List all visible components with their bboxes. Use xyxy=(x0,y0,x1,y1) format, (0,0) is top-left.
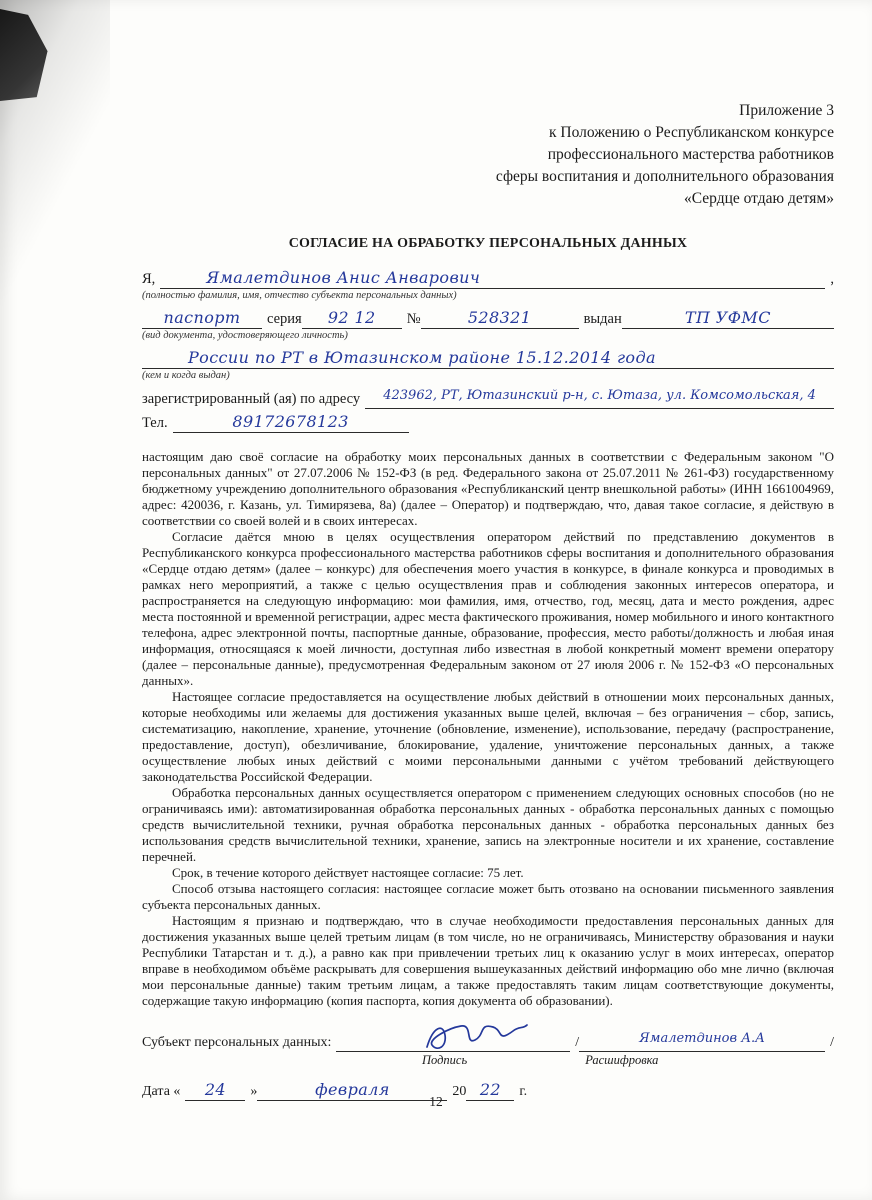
signature-caption: Подпись xyxy=(422,1053,468,1067)
header-line: сферы воспитания и дополнительного образования xyxy=(495,168,834,185)
signature-field xyxy=(336,1027,570,1052)
body-paragraph: настоящим даю своё согласие на обработку моих персональных данных в соответствии с Федеральным законом "О персональных данных" от 27.07.2006 № 152-ФЗ (в ред. Федерального закона от 25.07.2011 № 261-ФЗ) государственному бюджетному учреждению дополнительного образования «Республиканский центр внешкольной работы» (ИНН 1661004969, адрес: 420036, г. Казань, ул. Тимирязева, 8а) (далее – Оператор) и подтверждаю, что, давая такое согласие, я действую в соответствии со своей волей и в своих интересах. xyxy=(142,449,834,528)
body-paragraph: Согласие даётся мною в целях осуществления оператором действий по представлению документов в Республиканского конкурса профессионального мастерства работников сферы воспитания и дополнительного образования «Сердце отдаю детям» (далее – конкурс) для обеспечения моего участия в конкурсе, в финале конкурса и проводимых в рамках него мероприятий, а также с целью осуществления прав и соблюдения законных интересов оператора, и распространяется на следующую информацию: мои фамилия, имя, отчество, год, месяц, дата и место рождения, адрес места постоянной и временной регистрации, адрес места фактического проживания, номер мобильного и иного контактного телефона, адрес электронной почты, паспортные данные, образование, профессия, место работы/должность и любая иная информация, относящаяся к моей личности, доступная либо известная в любой конкретный момент времени оператору (далее – персональные данные), предусмотренная Федеральным законом от 27 июля 2006 г. № 152-ФЗ «О персональных данных». xyxy=(142,529,834,688)
issued-field: ТП УФМС xyxy=(622,308,834,329)
registered-label: зарегистрированный (ая) по адресу xyxy=(142,391,361,407)
document-content xyxy=(142,100,834,1101)
document-type-field: паспорт xyxy=(142,308,262,329)
date-year-prefix: 20 xyxy=(452,1084,467,1099)
signature-row xyxy=(142,1027,834,1052)
date-year-field: 22 xyxy=(466,1080,514,1101)
appendix-header xyxy=(142,100,834,210)
series-field: 92 12 xyxy=(302,308,402,329)
passport-row xyxy=(142,308,834,329)
date-close-quote: » xyxy=(250,1084,258,1099)
trailing-comma: , xyxy=(830,271,834,287)
passport-number-field: 528321 xyxy=(421,308,579,329)
subject-label: Субъект персональных данных: xyxy=(142,1035,332,1050)
issued-label: выдан xyxy=(583,311,622,327)
header-line: «Сердце отдаю детям» xyxy=(684,190,834,207)
document-type-caption: (вид документа, удостоверяющего личность) xyxy=(142,330,348,341)
signature-scribble-icon xyxy=(421,1019,531,1055)
body-paragraph: Настоящим я признаю и подтверждаю, что в случае необходимости предоставления персональных данных для достижения указанных выше целей третьим лицам (в том числе, но не ограничиваясь, Министерству образования и науки Республики Татарстан и т. д.), а равно как при привлечении третьих лиц к оказанию услуг в моих интересах, оператор вправе в необходимом объёме раскрывать для совершения вышеуказанных действий информацию обо мне лично (включая мои персональные данные) таким третьим лицам, а также предоставлять таким лицам соответствующие документы, содержащие такую информацию (копия паспорта, копия документа об образовании). xyxy=(142,913,834,1008)
header-line: к Положению о Республиканском конкурсе xyxy=(548,124,834,141)
page-number: 12 xyxy=(429,1094,443,1109)
header-line: профессионального мастерства работников xyxy=(547,146,834,163)
date-month-field: февраля xyxy=(257,1080,447,1101)
issued-by-field: России по РТ в Ютазинском районе 15.12.2014 года xyxy=(142,348,834,369)
body-paragraph: Настоящее согласие предоставляется на осуществление любых действий в отношении моих персональных данных, которые необходимы или желаемы для достижения указанных выше целей, включая – без ограничения – сбор, запись, систематизацию, накопление, хранение, уточнение (обновление, изменение), использование, передачу (распространение, предоставление, доступ), обезличивание, блокирование, удаление, уничтожение персональных данных, а также осуществление любых иных действий с моими персональными данными с учётом требований действующего законодательства Российской Федерации. xyxy=(142,689,834,784)
document-title: СОГЛАСИЕ НА ОБРАБОТКУ ПЕРСОНАЛЬНЫХ ДАННЫХ xyxy=(288,236,688,251)
scan-corner-artifact xyxy=(0,6,54,104)
name-caption: Расшифровка xyxy=(585,1053,659,1067)
issued-by-row xyxy=(142,348,834,369)
consent-body xyxy=(142,449,834,1009)
slash-separator: / xyxy=(830,1035,834,1050)
phone-row xyxy=(142,412,834,433)
i-label: Я, xyxy=(142,271,156,287)
full-name-row xyxy=(142,268,834,289)
date-g-label: г. xyxy=(519,1084,528,1099)
personal-data-form xyxy=(142,268,834,433)
address-row xyxy=(142,388,834,409)
body-paragraph: Срок, в течение которого действует настоящее согласие: 75 лет. xyxy=(172,865,524,880)
phone-label: Тел. xyxy=(142,415,168,431)
full-name-caption: (полностью фамилия, имя, отчество субъекта персональных данных) xyxy=(142,290,457,301)
body-paragraph: Способ отзыва настоящего согласия: настоящее согласие может быть отозвано на основании письменного заявления субъекта персональных данных. xyxy=(142,881,834,912)
body-paragraph: Обработка персональных данных осуществляется оператором с применением следующих основных способов (но не ограничиваясь ими): автоматизированная обработка персональных данных - обработка персональных данных с помощью средств вычислительной техники, ручная обработка персональных данных - обработка персональных данных без использования средств вычислительной техники, хранение, запись на электронные носители и их хранение, составление перечней. xyxy=(142,785,834,864)
series-label: серия xyxy=(267,311,302,327)
slash-separator: / xyxy=(575,1035,580,1050)
phone-field: 89172678123 xyxy=(173,412,409,433)
address-field: 423962, РТ, Ютазинский р-н, с. Ютаза, ул. Комсомольская, 4 xyxy=(365,388,834,409)
signature-name-field: Ямалетдинов А.А xyxy=(579,1031,825,1052)
number-sign: № xyxy=(406,311,421,327)
header-line-appendix: Приложение 3 xyxy=(739,102,834,119)
date-day-field: 24 xyxy=(185,1080,245,1101)
issued-by-caption: (кем и когда выдан) xyxy=(142,370,230,381)
signature-captions xyxy=(142,1053,834,1068)
date-label: Дата « xyxy=(142,1084,181,1099)
full-name-field: Ямалетдинов Анис Анварович xyxy=(160,268,825,289)
